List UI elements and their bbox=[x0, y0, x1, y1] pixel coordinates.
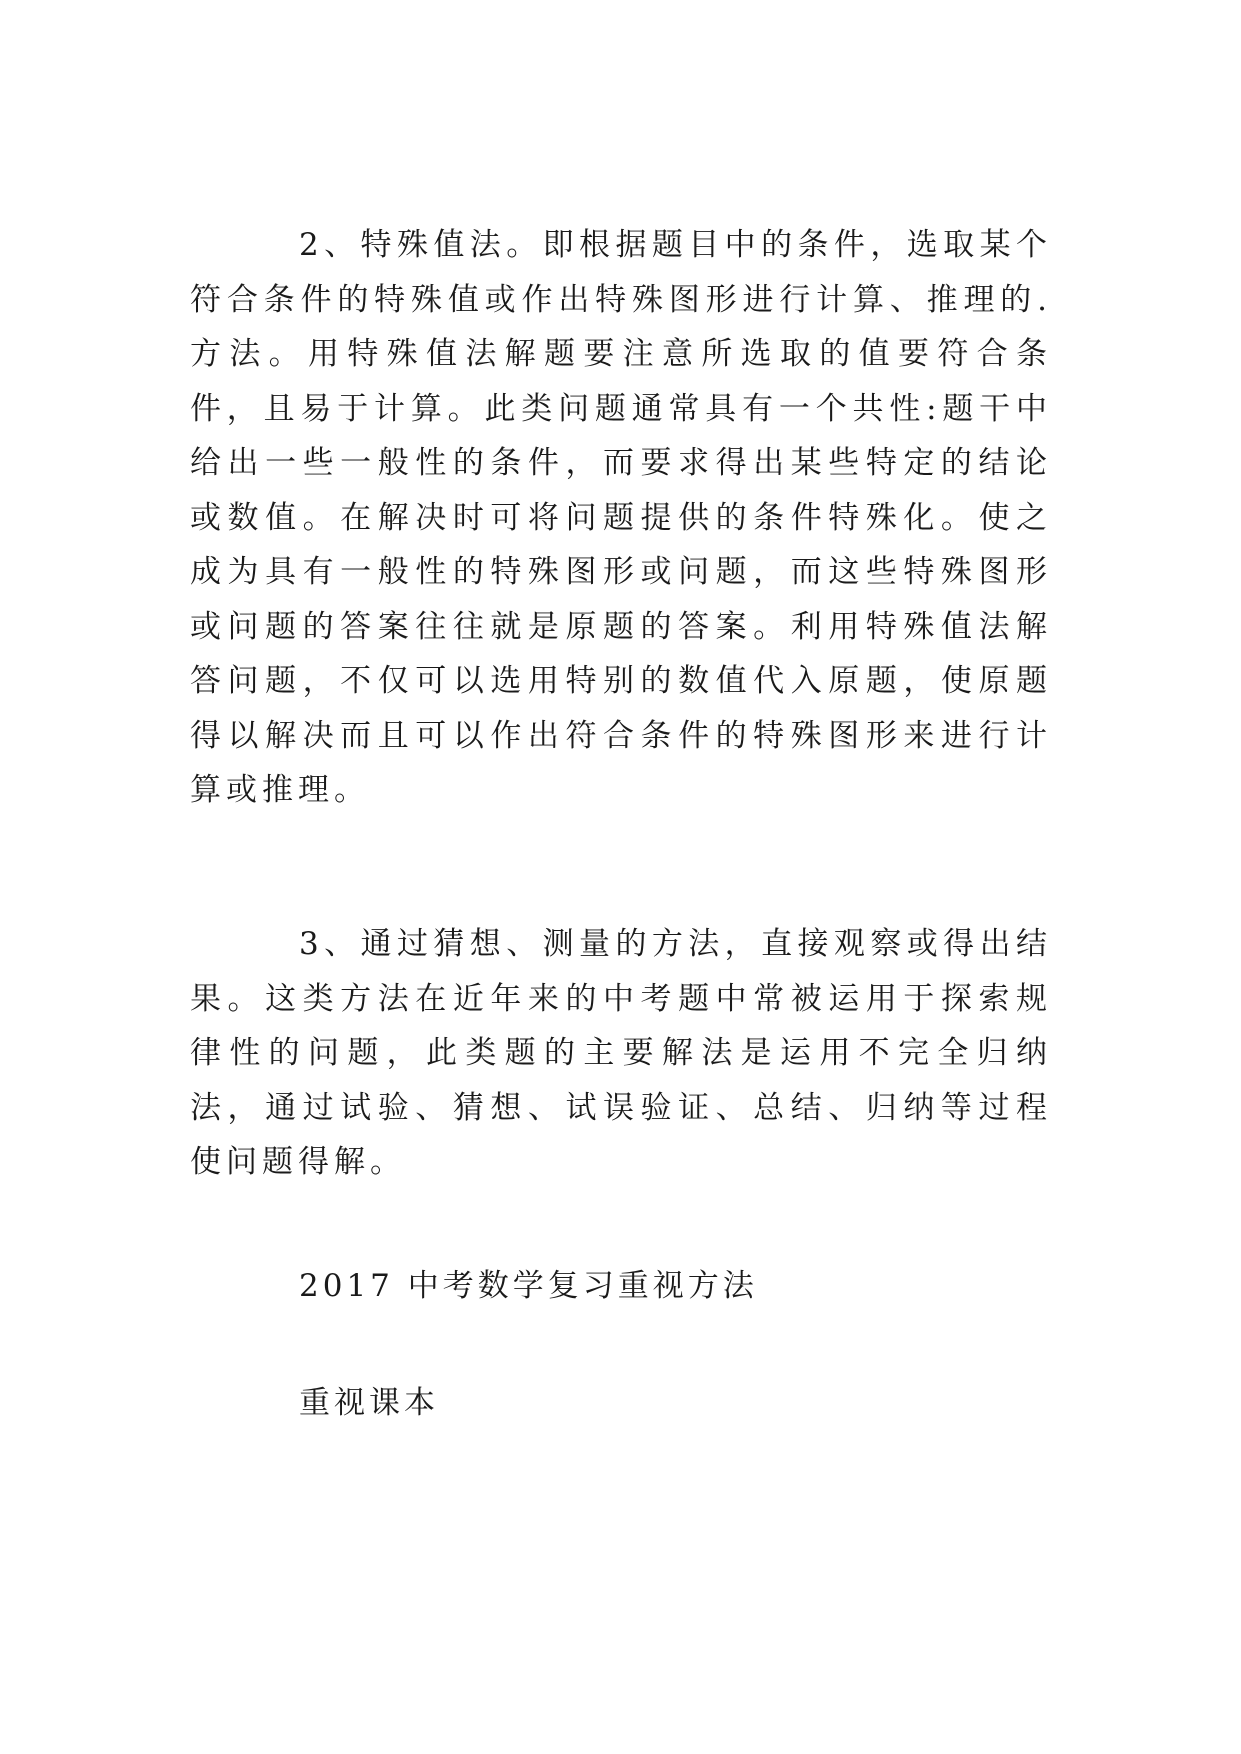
section-heading: 2017 中考数学复习重视方法 bbox=[299, 1268, 758, 1304]
paragraph-special-value-method: 2、特殊值法。即根据题目中的条件，选取某个符合条件的特殊值或作出特殊图形进行计算、推理的.方法。用特殊值法解题要注意所选取的值要符合条件，且易于计算。此类问题通常具有一个共性:题干中给出一些一般性的条件，而要求得出某些特定的结论或数值。在解决时可将问题提供的条件特殊化。使之成为具有一般性的特殊图形或问题，而这些特殊图形或问题的答案往往就是原题的答案。利用特殊值法解答问题，不仅可以选用特别的数值代入原题，使原题得以解决而且可以作出符合条件的特殊图形来进行计算或推理。 bbox=[190, 227, 1052, 808]
section-subheading: 重视课本 bbox=[299, 1385, 439, 1421]
paragraph-guess-measure-method: 3、通过猜想、测量的方法，直接观察或得出结果。这类方法在近年来的中考题中常被运用于探索规律性的问题，此类题的主要解法是运用不完全归纳法，通过试验、猜想、试误验证、总结、归纳等过程使问题得解。 bbox=[190, 926, 1052, 1180]
